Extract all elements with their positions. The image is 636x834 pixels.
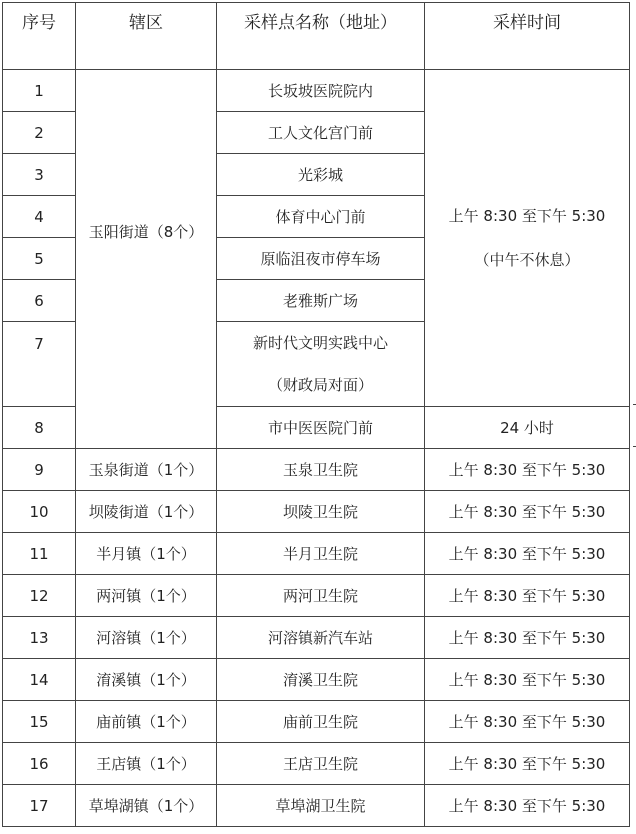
sampling-time: 上午 8:30 至下午 5:30 [425,449,630,491]
district-name: 玉泉街道（1个） [76,449,217,491]
table-row [3,701,630,743]
row-number: 7 [3,322,76,407]
row-number: 11 [3,533,76,575]
row-number: 2 [3,112,76,154]
table-header-row [3,3,630,70]
site-name: 玉泉卫生院 [217,449,425,491]
row-number: 1 [3,70,76,112]
site-name: 王店卫生院 [217,743,425,785]
row-number: 15 [3,701,76,743]
site-name: 淯溪卫生院 [217,659,425,701]
site-name: 工人文化宫门前 [217,112,425,154]
table-row [3,659,630,701]
schedule-yuyang-hours: 上午 8:30 至下午 5:30 [448,207,606,225]
district-name: 坝陵街道（1个） [76,491,217,533]
header-district: 辖区 [76,3,217,70]
sampling-time: 上午 8:30 至下午 5:30 [425,701,630,743]
district-name: 两河镇（1个） [76,575,217,617]
row-number: 17 [3,785,76,827]
table-row [3,575,630,617]
row-number: 5 [3,238,76,280]
district-name: 王店镇（1个） [76,743,217,785]
site-name: 庙前卫生院 [217,701,425,743]
site-name: 河溶镇新汽车站 [217,617,425,659]
district-name: 庙前镇（1个） [76,701,217,743]
table-row [3,785,630,827]
header-number: 序号 [3,3,76,70]
row-number: 3 [3,154,76,196]
site-name: 体育中心门前 [217,196,425,238]
sampling-time: 上午 8:30 至下午 5:30 [425,491,630,533]
schedule-yuyang-note: （中午不休息） [474,251,580,269]
table-row [3,491,630,533]
site-name: 老雅斯广场 [217,280,425,322]
row-number: 16 [3,743,76,785]
district-yuyang [76,70,217,449]
sampling-time: 上午 8:30 至下午 5:30 [425,785,630,827]
site-name: 半月卫生院 [217,533,425,575]
table-row [3,70,630,112]
site-name: 原临沮夜市停车场 [217,238,425,280]
row-number: 13 [3,617,76,659]
table-row [3,533,630,575]
table-row [3,617,630,659]
site-name: 坝陵卫生院 [217,491,425,533]
site-name-line1: 新时代文明实践中心 [252,334,388,352]
sampling-time: 上午 8:30 至下午 5:30 [425,533,630,575]
site-name-line2: （财政局对面） [267,376,373,394]
row-number: 8 [3,407,76,449]
schedule-yuyang [425,70,630,407]
row-number: 10 [3,491,76,533]
district-name: 淯溪镇（1个） [76,659,217,701]
table-row [3,449,630,491]
row-number: 9 [3,449,76,491]
sampling-time: 上午 8:30 至下午 5:30 [425,575,630,617]
row-number: 12 [3,575,76,617]
row-number: 6 [3,280,76,322]
site-name [217,322,425,407]
header-sampling-time: 采样时间 [425,3,630,70]
site-name: 长坂坡医院院内 [217,70,425,112]
sampling-sites-table [2,2,630,827]
site-name: 草埠湖卫生院 [217,785,425,827]
district-name: 草埠湖镇（1个） [76,785,217,827]
sampling-time: 上午 8:30 至下午 5:30 [425,659,630,701]
header-site-name: 采样点名称（地址） [217,3,425,70]
sampling-time: 24 小时 [425,407,630,449]
site-name: 市中医医院门前 [217,407,425,449]
district-name: 河溶镇（1个） [76,617,217,659]
row-number: 14 [3,659,76,701]
row-number: 4 [3,196,76,238]
table-row [3,743,630,785]
site-name: 光彩城 [217,154,425,196]
sampling-time: 上午 8:30 至下午 5:30 [425,617,630,659]
district-name: 半月镇（1个） [76,533,217,575]
district-yuyang-label: 玉阳街道（8个） [88,223,204,241]
sampling-time: 上午 8:30 至下午 5:30 [425,743,630,785]
site-name: 两河卫生院 [217,575,425,617]
